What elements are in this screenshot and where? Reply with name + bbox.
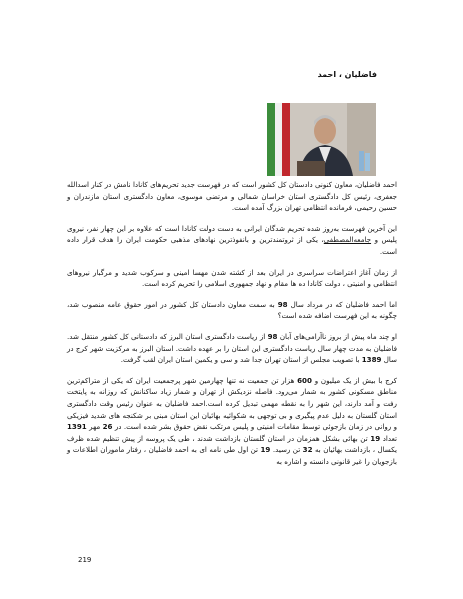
p6-number-3: 1391 (67, 422, 87, 432)
p5-a: او چند ماه پیش از بروز ناآرامی‌های آبان (277, 331, 397, 341)
p6-f: تن رسید. (270, 445, 303, 455)
paragraph-3-text: از زمان آغاز اعتراضات سراسری در ایران بعد از کشته شدن مهسا امینی و سرکوب شدید و مرگبار نیروهای انتظامی و امنیتی ، دولت کانادا ده ها مقام و نهاد جمهوری اسلامی را تحریم کرده است. (67, 267, 397, 289)
paragraph-1 (67, 179, 397, 214)
p6-number-6: 19 (260, 445, 271, 455)
p6-number-5: 32 (302, 445, 313, 455)
p5-number-1: 98 (267, 331, 278, 341)
p6-number-1: 600 (297, 375, 312, 385)
paragraph-2 (67, 223, 397, 258)
p4-b: به سمت معاون دادستان کل کشور در امور حقوق عامه منصوب شد، چگونه به این فهرست اضافه شده است؟ (67, 299, 397, 321)
p6-g: تن اول طی نامه ای به احمد فاضلیان ، رفتار ماموران اطلاعات و بازجویان را غیر قانونی دانسته و اشاره به (67, 445, 397, 466)
p6-a: کرج با بیش از یک میلیون و (311, 375, 397, 385)
p5-number-2: 1389 (361, 355, 382, 365)
p4-a: اما احمد فاضلیان که در مرداد سال (287, 299, 398, 309)
p6-e: تن بهائی بشکل همزمان در استان گلستان بازداشت شدند ، طی یک پروسه از پیش تنظیم شده ظرف یکسال ، بازداشت بهائیان به (67, 433, 397, 455)
p6-d: تعداد (380, 433, 397, 443)
p6-b: هزار تن جمعیت نه تنها چهارمین شهر پرجمعیت ایران که یکی از متراکم‌ترین مناطق مسکونی کشور به شمار می‌رود. فاصله نزدیکش از تهران و شمار زیاد ساکنانش که روزانه به پایتخت رفت و آمد دارند، این شهر را به نقطه مهمی تبدیل کرده است.احمد فاضلیان به عنوان رئیس وقت دادگستری استان گلستان به دلیل عدم پیگیری و بی توجهی به شکوائیه بهائیان این استان مبنی بر شکنجه های شدید فیزیکی و روانی در زمان بازجوئی توسط مقامات امنیتی و پلیس مرتکب نقض حقوق بشر شده است. در (67, 375, 398, 432)
p6-number-2: 26 (102, 422, 113, 432)
paragraph-5 (67, 331, 397, 366)
portrait-photo (267, 103, 376, 176)
paragraph-4 (67, 299, 397, 322)
page-heading: فاضلیان ، احمد (317, 70, 377, 79)
jamiat-al-mustafa-link[interactable]: جامعه‌المصطفی (323, 235, 372, 245)
p6-c: مهر (86, 422, 103, 432)
p5-c: با تصویب مجلس از استان تهران جدا شد و سی و یکمین استان ایران لقب گرفت. (120, 355, 362, 365)
p5-b: از ریاست دادگستری استان البرز که دادستانی کل کشور منتقل شد. فاضلیان به مدت چهار سال ریاست دادگستری این استان را بر عهده داشت. استان البرز به مرکزیت شهر کرج در سال (67, 331, 397, 365)
p4-number: 98 (277, 299, 288, 309)
page-number: 219 (78, 556, 92, 564)
paragraph-1-text: احمد فاضلیان، معاون کنونی دادستان کل کشور است که در فهرست جدید تحریم‌های کانادا نامش در کنار اسدالله جعفری، رئیس کل دادگستری استان خراسان شمالی و مرتضی موسوی، معاون دادگستری استان مازندران و حسین رحیمی، فرمانده انتظامی تهران بزرگ آمده است. (67, 180, 397, 213)
paragraph-2-text: این آخرین فهرست به‌روز شده تحریم شدگان ایرانی به دست دولت کانادا است که علاوه بر این چهار نفر، نیروی پلیس و (67, 223, 397, 245)
portrait-photo-icon (267, 103, 376, 176)
paragraph-3 (67, 267, 397, 290)
article-body (67, 179, 397, 476)
p6-number-4: 19 (370, 433, 381, 443)
paragraph-6 (67, 375, 397, 468)
paragraph-2-text-end: ، یکی از ثروتمندترین و بانفوذترین نهادهای مذهبی حکومت ایران را هدف قرار داده است. (67, 235, 397, 256)
